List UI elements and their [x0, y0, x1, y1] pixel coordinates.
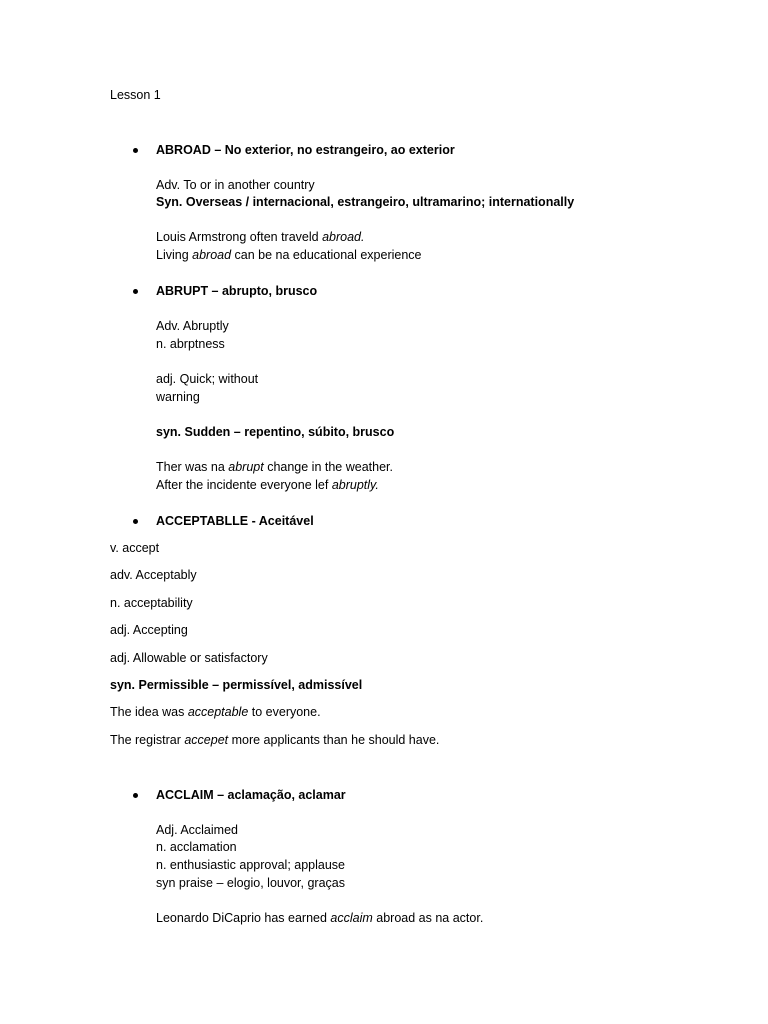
example-keyword: abrupt: [228, 460, 264, 474]
acceptable-adjective-2: adj. Allowable or satisfactory: [110, 651, 268, 665]
acceptable-adverb: adv. Acceptably: [110, 568, 197, 582]
acclaim-example-1: [156, 910, 483, 926]
abrupt-adjective-2: warning: [156, 390, 200, 404]
acceptable-synonyms: syn. Permissible – permissível, admissível: [110, 678, 363, 692]
entry-heading-acceptable: ACCEPTABLLE - Aceitável: [156, 514, 314, 528]
entry-heading-abroad: ABROAD – No exterior, no estrangeiro, ao exterior: [156, 143, 455, 157]
example-text: more applicants than he should have.: [228, 733, 440, 747]
example-text: After the incidente everyone lef: [156, 478, 332, 492]
example-keyword: abruptly.: [331, 478, 379, 492]
bullet-icon: [133, 289, 138, 294]
example-text: abroad as na actor.: [372, 911, 484, 925]
example-text: The idea was: [110, 705, 188, 719]
acceptable-noun: n. acceptability: [110, 596, 193, 610]
example-text: The registrar: [110, 733, 185, 747]
abrupt-adverb: Adv. Abruptly: [156, 319, 229, 333]
example-text: to everyone.: [248, 705, 321, 719]
example-text: change in the weather.: [263, 460, 393, 474]
example-keyword: abroad: [192, 248, 232, 262]
example-keyword: acceptable: [187, 705, 249, 719]
abrupt-synonyms: syn. Sudden – repentino, súbito, brusco: [156, 425, 395, 439]
abroad-synonyms: Syn. Overseas / internacional, estrangeiro, ultramarino; internationally: [156, 195, 575, 209]
acclaim-synonyms: syn praise – elogio, louvor, graças: [156, 876, 345, 890]
acceptable-adjective-1: adj. Accepting: [110, 623, 188, 637]
abroad-example-2: [156, 247, 422, 263]
acceptable-example-2: [110, 732, 439, 748]
abrupt-example-2: [156, 477, 379, 493]
entry-heading-acclaim: ACCLAIM – aclamação, aclamar: [156, 788, 346, 802]
example-keyword: acclaim: [330, 911, 373, 925]
acceptable-example-1: [110, 704, 321, 720]
example-text: Leonardo DiCaprio has earned: [156, 911, 331, 925]
acclaim-noun-1: n. acclamation: [156, 840, 237, 854]
abrupt-adjective-1: adj. Quick; without: [156, 372, 259, 386]
example-keyword: abroad.: [322, 230, 365, 244]
example-text: can be na educational experience: [231, 248, 422, 262]
bullet-icon: [133, 148, 138, 153]
entry-heading-abrupt: ABRUPT – abrupto, brusco: [156, 284, 318, 298]
acclaim-noun-2: n. enthusiastic approval; applause: [156, 858, 346, 872]
example-text: Ther was na: [156, 460, 229, 474]
abrupt-noun: n. abrptness: [156, 337, 225, 351]
abroad-definition: Adv. To or in another country: [156, 178, 315, 192]
example-text: Living: [156, 248, 193, 262]
bullet-icon: [133, 793, 138, 798]
example-text: Louis Armstrong often traveld: [156, 230, 323, 244]
abrupt-example-1: [156, 459, 393, 475]
example-keyword: accepet: [184, 733, 229, 747]
bullet-icon: [133, 519, 138, 524]
lesson-title: Lesson 1: [110, 88, 161, 102]
acceptable-verb: v. accept: [110, 541, 160, 555]
acclaim-adjective: Adj. Acclaimed: [156, 823, 238, 837]
abroad-example-1: [156, 229, 364, 245]
